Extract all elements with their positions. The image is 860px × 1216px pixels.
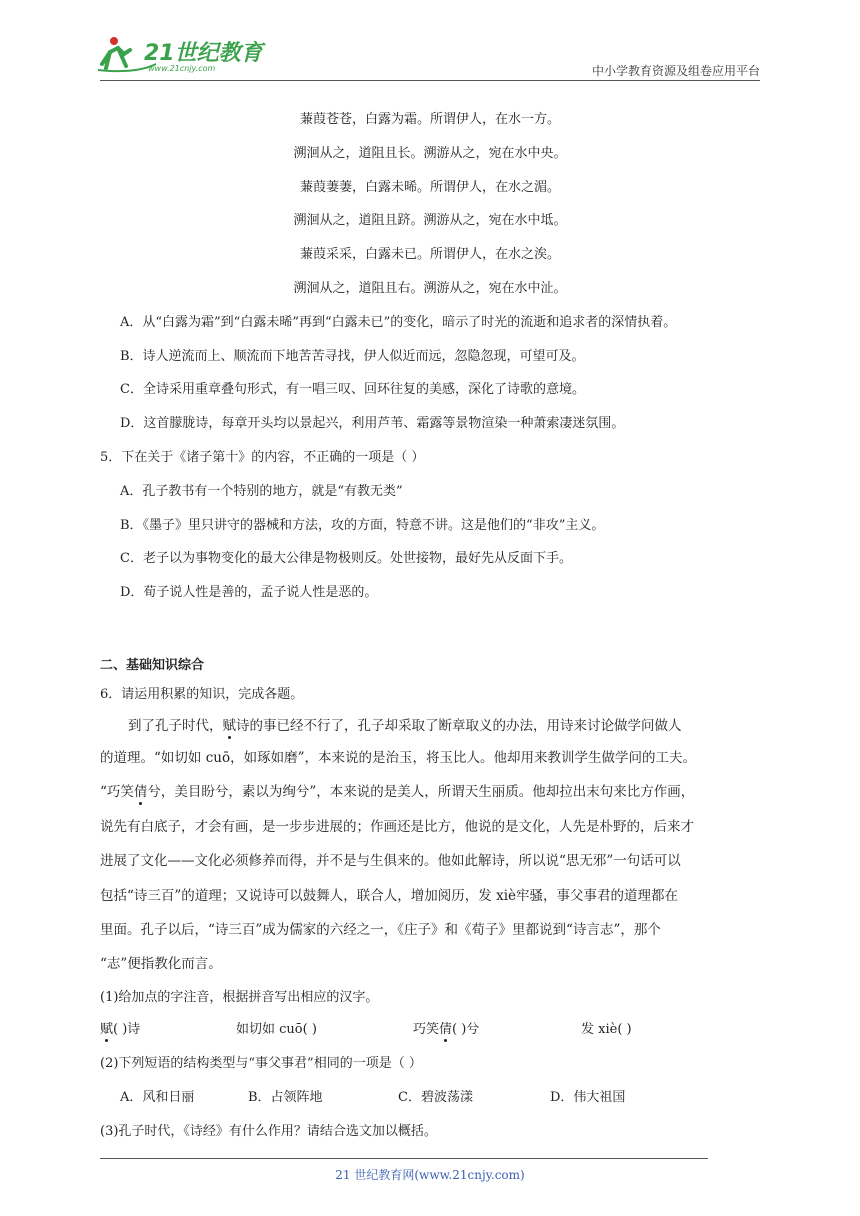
sub3-stem: (3)孔子时代，《诗经》有什么作用？请结合选文加以概括。 — [100, 1124, 437, 1139]
passage-text: 兮，美目盼兮，素以为绚兮”，本来说的是美人，所谓天生丽质。他却拉出末句来比方作画， — [147, 784, 695, 800]
sub2-option-b: B．占领阵地 — [248, 1090, 323, 1105]
fill-text: 巧笑 — [413, 1022, 440, 1037]
sub2-option-a: A．风和日丽 — [120, 1090, 195, 1105]
section-title: 二、基础知识综合 — [100, 657, 205, 672]
platform-name: 中小学教育资源及组卷应用平台 — [591, 64, 760, 78]
passage-line: “志”便指教化而言。 — [100, 956, 222, 972]
q5-stem: 5．下在关于《诸子第十》的内容，不正确的一项是（ ） — [100, 450, 425, 465]
q4-option-d: D．这首朦胧诗，每章开头均以景起兴，利用芦苇、霜露等景物渲染一种萧索凄迷氛围。 — [120, 416, 625, 431]
site-logo — [96, 34, 266, 76]
passage-line: 里面。孔子以后，“诗三百”成为儒家的六经之一，《庄子》和《荀子》里都说到“诗言志”，那个 — [100, 922, 661, 938]
q6-stem: 6．请运用积累的知识，完成各题。 — [100, 687, 304, 702]
q5-option-a: A．孔子教书有一个特别的地方，就是“有教无类” — [120, 484, 403, 499]
poem-line: 溯洄从之，道阻且右。溯游从之，宛在水中沚。 — [293, 281, 567, 296]
q5-option-b: B．《墨子》里只讲守的器械和方法，攻的方面，特意不讲。这是他们的“非攻”主义。 — [120, 518, 605, 533]
passage-line — [128, 714, 788, 734]
sub1-stem: (1)给加点的字注音，根据拼音写出相应的汉字。 — [100, 990, 379, 1005]
poem-line: 蒹葭萋萋，白露未晞。所谓伊人，在水之湄。 — [299, 180, 560, 195]
dotted-char: 倩 — [439, 1018, 452, 1037]
passage-line: 进展了文化——文化必须修养而得，并不是与生俱来的。他如此解诗，所以说“思无邪”一句话可以 — [100, 853, 681, 869]
fill-blank: ( )兮 — [452, 1022, 480, 1037]
sub2-option-c: C．碧波荡漾 — [398, 1090, 473, 1105]
passage-text: 到了孔子时代， — [128, 718, 223, 734]
sub2-stem: (2)下列短语的结构类型与“事父事君”相同的一项是（ ） — [100, 1056, 422, 1071]
poem-line: 溯洄从之，道阻且长。溯游从之，宛在水中央。 — [293, 146, 567, 161]
passage-line — [100, 780, 760, 800]
fill-item: 如切如 cuō( ) — [236, 1022, 317, 1037]
header-divider — [100, 80, 760, 81]
q4-option-b: B．诗人逆流而上、顺流而下地苦苦寻找，伊人似近而远，忽隐忽现，可望可及。 — [120, 349, 585, 364]
q5-option-d: D．荀子说人性是善的，孟子说人性是恶的。 — [120, 585, 378, 600]
fill-item — [413, 1018, 581, 1037]
dotted-char: 倩 — [134, 780, 148, 800]
passage-text: “巧笑 — [100, 784, 134, 800]
fill-item — [100, 1018, 236, 1037]
footer-divider — [100, 1158, 708, 1159]
logo-text: 21世纪教育 — [144, 41, 263, 66]
poem-line: 蒹葭苍苍，白露为霜。所谓伊人，在水一方。 — [299, 112, 560, 127]
logo-url: www.21cnjy.com — [148, 64, 216, 73]
passage-line: 包括“诗三百”的道理；又说诗可以鼓舞人，联合人，增加阅历，发 xiè牢骚，事父事君的道理都在 — [100, 888, 679, 904]
dotted-char: 赋 — [223, 714, 237, 734]
sub1-items — [100, 1018, 632, 1037]
poem-line: 蒹葭采采，白露未已。所谓伊人，在水之涘。 — [299, 247, 560, 262]
passage-line: 说先有白底子，才会有画，是一步步进展的；作画还是比方，他说的是文化，人先是朴野的，后来才 — [100, 819, 694, 835]
passage-line: 的道理。“如切如 cuō，如琢如磨”，本来说的是治玉，将玉比人。他却用来教训学生做学问的工夫。 — [100, 750, 696, 766]
q4-option-a: A．从“白露为霜”到“白露未晞”再到“白露未已”的变化，暗示了时光的流逝和追求者的深情执着。 — [120, 315, 677, 330]
footer-link[interactable]: 21 世纪教育网(www.21cnjy.com) — [335, 1168, 525, 1182]
dotted-char: 赋 — [100, 1018, 113, 1037]
fill-blank: ( )诗 — [113, 1022, 141, 1037]
poem-line: 溯洄从之，道阻且跻。溯游从之，宛在水中坻。 — [293, 213, 567, 228]
fill-item: 发 xiè( ) — [581, 1022, 632, 1037]
passage-text: 诗的事已经不行了，孔子却采取了断章取义的办法，用诗来讨论做学问做人 — [236, 718, 682, 734]
q5-option-c: C．老子以为事物变化的最大公律是物极则反。处世接物，最好先从反面下手。 — [120, 551, 572, 566]
q4-option-c: C．全诗采用重章叠句形式，有一唱三叹、回环往复的美感，深化了诗歌的意境。 — [120, 382, 585, 397]
sub2-option-d: D．伟大祖国 — [550, 1090, 626, 1105]
